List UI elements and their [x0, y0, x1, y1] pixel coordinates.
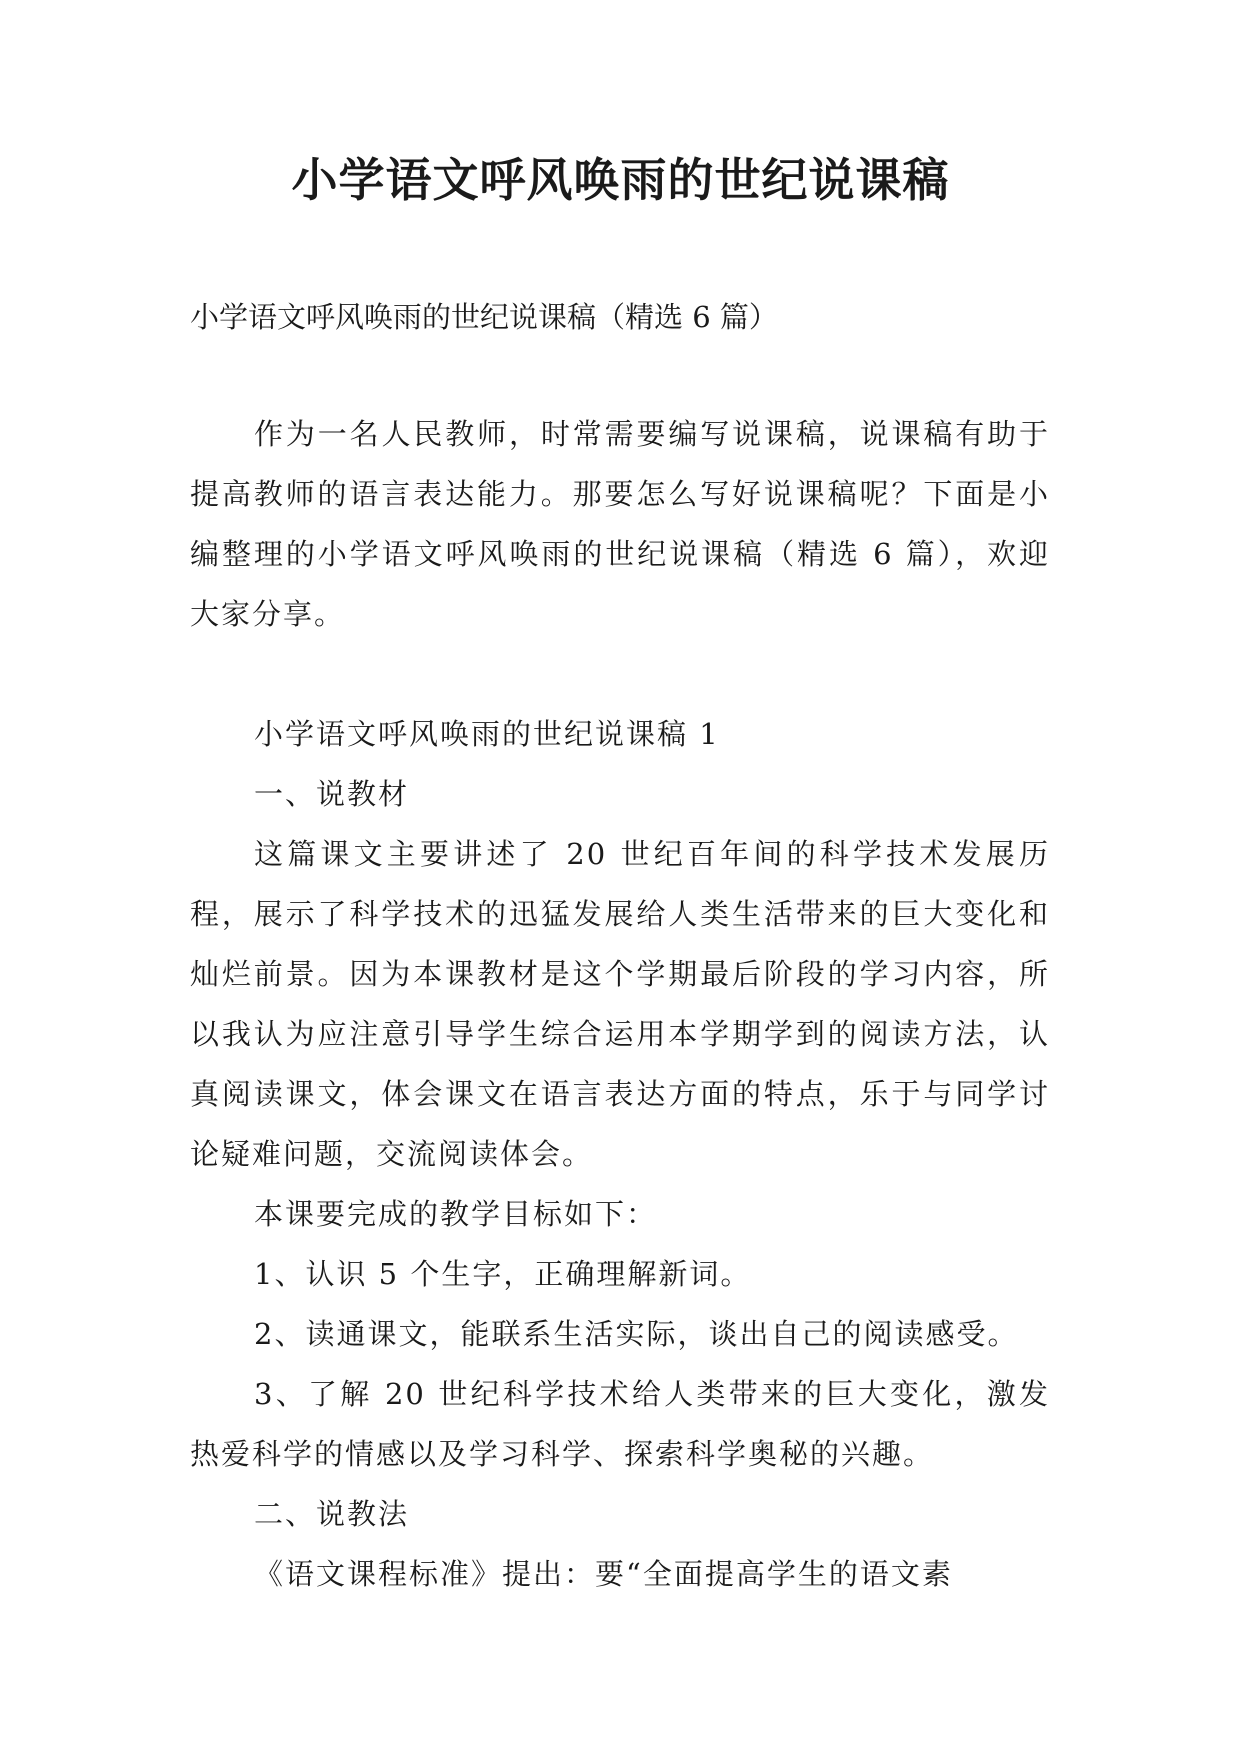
document-body — [190, 404, 1050, 1604]
paragraph-gap — [190, 644, 1050, 704]
textbook-paragraph: 这篇课文主要讲述了 20 世纪百年间的科学技术发展历程，展示了科学技术的迅猛发展给人类生活带来的巨大变化和灿烂前景。因为本课教材是这个学期最后阶段的学习内容，所以我认为应注意引导学生综合运用本学期学到的阅读方法，认真阅读课文，体会课文在语言表达方面的特点，乐于与同学讨论疑难问题，交流阅读体会。 — [190, 837, 1050, 1171]
document-subtitle: 小学语文呼风唤雨的世纪说课稿（精选 6 篇） — [190, 300, 778, 334]
document-title: 小学语文呼风唤雨的世纪说课稿 — [291, 153, 950, 207]
teaching-method-paragraph: 《语文课程标准》提出：要“全面提高学生的语文素 — [254, 1557, 953, 1591]
goals-intro: 本课要完成的教学目标如下： — [254, 1197, 658, 1231]
goal-item-1: 1、认识 5 个生字，正确理解新词。 — [254, 1257, 752, 1291]
goal-item-2: 2、读通课文，能联系生活实际，谈出自己的阅读感受。 — [254, 1317, 1019, 1351]
section-title: 小学语文呼风唤雨的世纪说课稿 1 — [254, 717, 720, 751]
goal-item-3: 3、了解 20 世纪科学技术给人类带来的巨大变化，激发热爱科学的情感以及学习科学、探索科学奥秘的兴趣。 — [190, 1377, 1050, 1471]
heading-textbook: 一、说教材 — [254, 777, 410, 811]
heading-teaching-method: 二、说教法 — [254, 1497, 410, 1531]
intro-paragraph: 作为一名人民教师，时常需要编写说课稿，说课稿有助于提高教师的语言表达能力。那要怎么写好说课稿呢？下面是小编整理的小学语文呼风唤雨的世纪说课稿（精选 6 篇），欢迎大家分享。 — [190, 417, 1050, 631]
